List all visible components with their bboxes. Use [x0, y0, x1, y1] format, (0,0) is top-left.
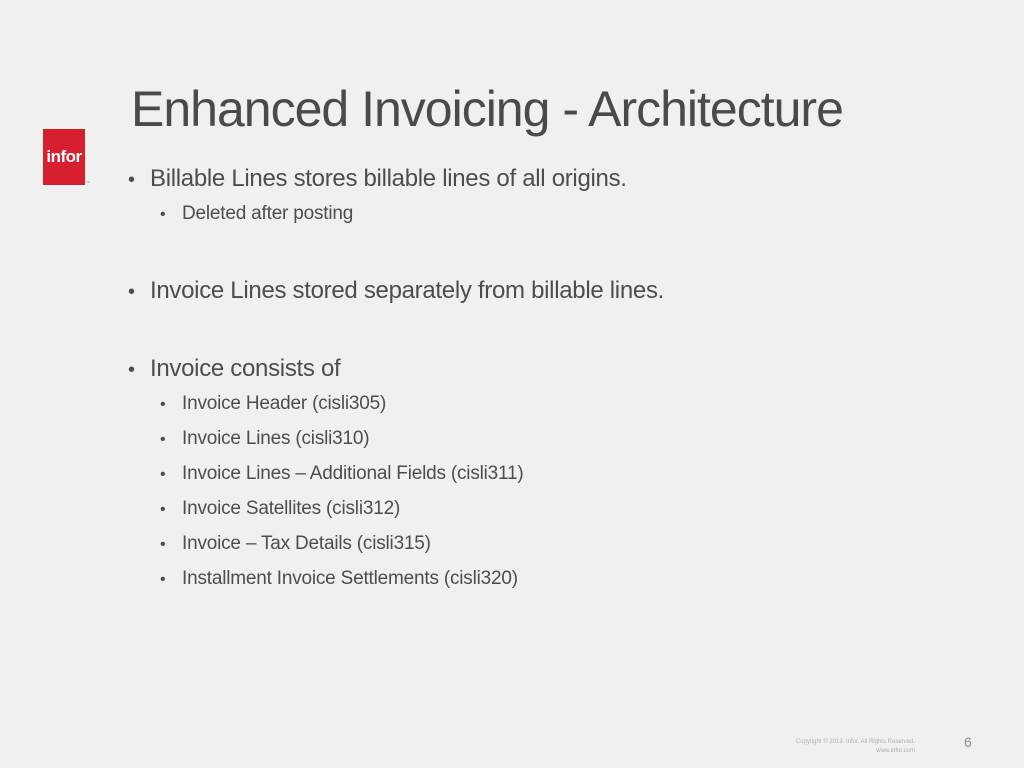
sub-bullet-deleted-after-posting: [128, 196, 988, 231]
sub-bullet-text: Invoice Lines (cisli310): [182, 428, 370, 449]
sub-bullet-text: Installment Invoice Settlements (cisli320): [182, 568, 518, 589]
slide-content: [128, 162, 988, 596]
sub-bullet-dot: •: [160, 536, 166, 553]
sub-bullet-invoice-header: [128, 386, 988, 421]
sub-bullet-installment-invoice-settlements: [128, 561, 988, 596]
sub-bullet-invoice-satellites: [128, 491, 988, 526]
slide-title: Enhanced Invoicing - Architecture: [131, 81, 843, 137]
sub-bullet-text: Invoice Lines – Additional Fields (cisli311): [182, 463, 524, 484]
sub-bullet-text: Invoice – Tax Details (cisli315): [182, 533, 431, 554]
sub-bullet-text: Deleted after posting: [182, 203, 354, 224]
logo-trademark: ™: [86, 180, 90, 185]
sub-bullet-invoice-lines: [128, 421, 988, 456]
sub-bullet-dot: •: [160, 466, 166, 483]
bullet-text: Billable Lines stores billable lines of all origins.: [150, 165, 627, 192]
bullet-dot: •: [128, 169, 135, 191]
bullet-dot: •: [128, 281, 135, 303]
sub-bullet-dot: •: [160, 396, 166, 413]
footer-copyright: [796, 738, 915, 756]
sub-bullet-text: Invoice Header (cisli305): [182, 393, 387, 414]
page-number: 6: [964, 734, 972, 750]
bullet-dot: •: [128, 359, 135, 381]
bullet-invoice-lines-stored: [128, 274, 988, 308]
sub-bullet-text: Invoice Satellites (cisli312): [182, 498, 401, 519]
sub-bullet-dot: •: [160, 431, 166, 448]
copyright-text: Copyright © 2013. Infor. All Rights Reserved.: [795, 739, 915, 745]
sub-bullet-dot: •: [160, 206, 166, 223]
website-text: www.infor.com: [876, 748, 915, 754]
bullet-invoice-consists-of: [128, 352, 988, 386]
sub-bullet-dot: •: [160, 501, 166, 518]
logo-text: infor: [46, 147, 82, 166]
bullet-billable-lines: [128, 162, 988, 196]
sub-bullet-invoice-lines-additional-fields: [128, 456, 988, 491]
sub-bullet-dot: •: [160, 571, 166, 588]
bullet-text: Invoice consists of: [150, 355, 341, 382]
sub-bullet-invoice-tax-details: [128, 526, 988, 561]
bullet-text: Invoice Lines stored separately from billable lines.: [150, 277, 665, 304]
infor-logo: [43, 129, 85, 185]
